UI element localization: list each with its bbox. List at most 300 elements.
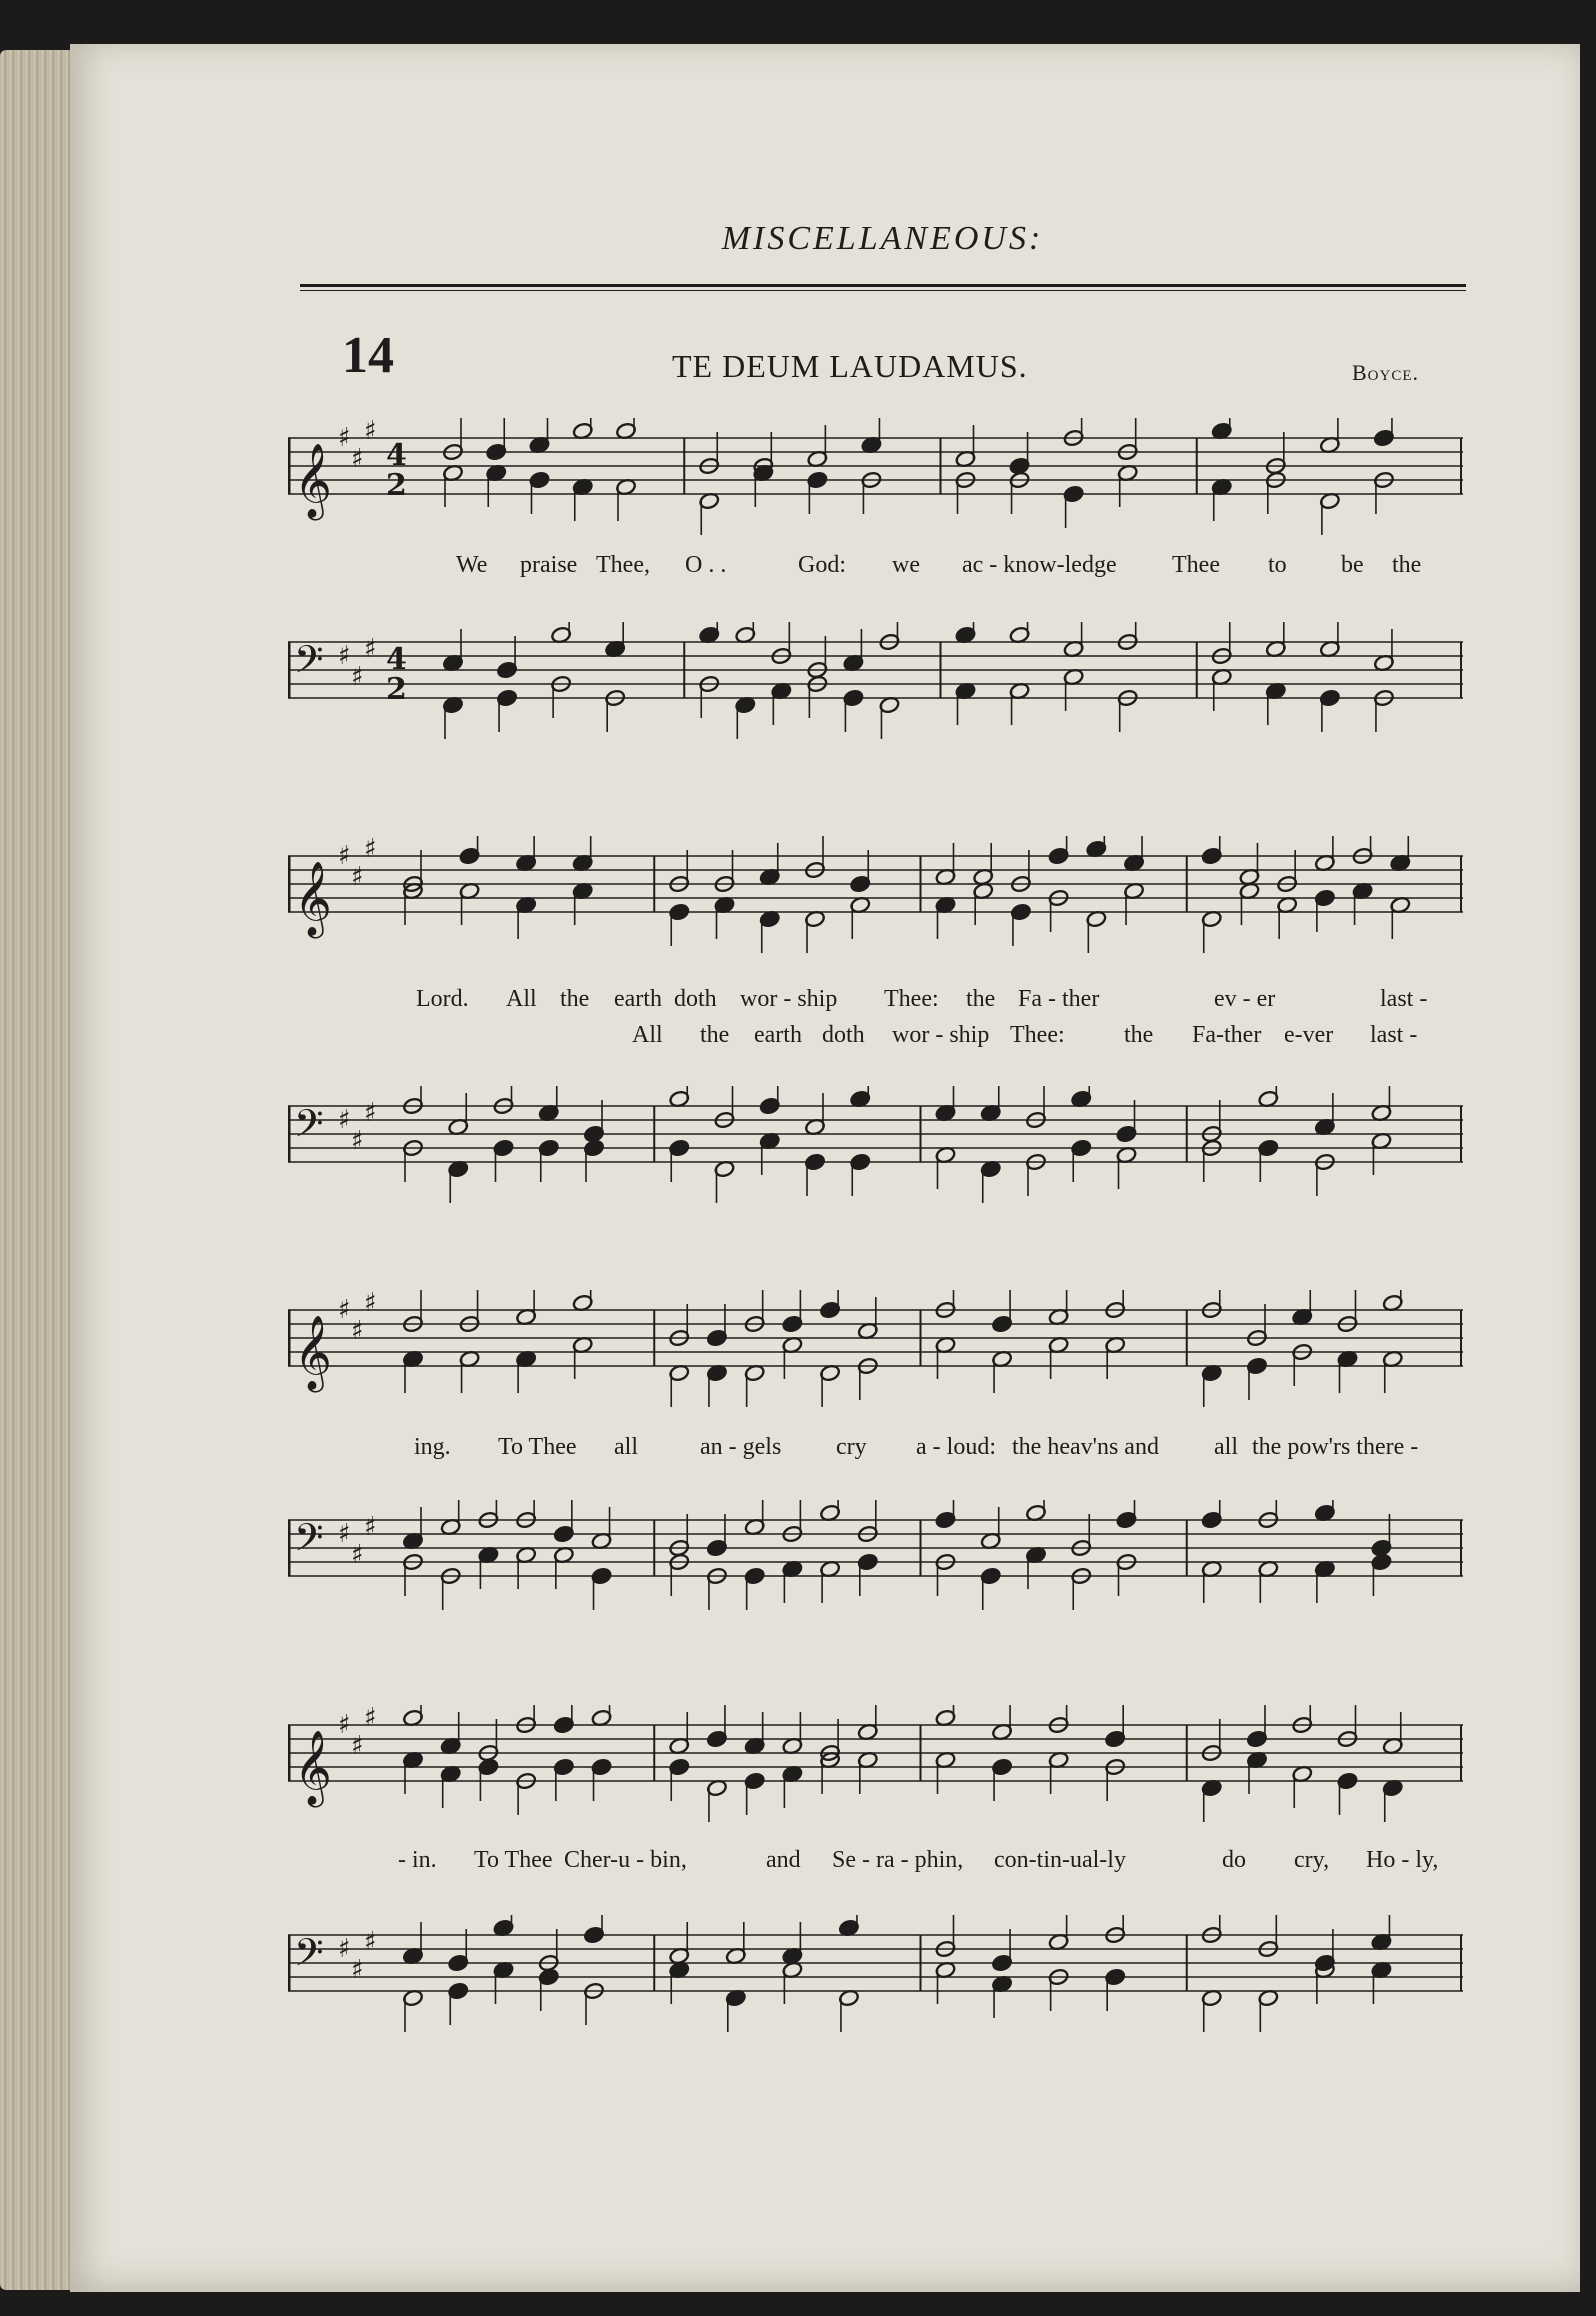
note-head: [1048, 1290, 1069, 1326]
note-head: [935, 1705, 956, 1727]
note-head: [459, 1290, 480, 1333]
note-head: [486, 464, 507, 507]
note-head: [857, 1705, 878, 1741]
note-head: [459, 1350, 480, 1393]
note-head: [955, 682, 976, 725]
book-page-edges: [0, 50, 80, 2290]
note-head: [1048, 836, 1069, 865]
note-head: [1373, 471, 1394, 514]
note-head: [515, 1290, 536, 1326]
note-head: [1390, 836, 1411, 872]
sharp-icon: ♯: [338, 1105, 351, 1135]
treble-staff: [288, 418, 1463, 518]
note-head: [714, 896, 735, 939]
sharp-icon: ♯: [364, 1927, 377, 1957]
note-head: [1086, 910, 1107, 953]
note-head: [955, 471, 976, 514]
note-head: [1117, 689, 1138, 732]
treble-clef-icon: 𝄞: [294, 862, 332, 936]
note-head: [850, 1086, 871, 1108]
note-head: [782, 1961, 803, 2004]
page-header: MISCELLANEOUS:: [721, 220, 1044, 257]
sharp-icon: ♯: [351, 444, 364, 474]
staff-lines: [288, 1086, 1463, 1226]
note-head: [850, 1153, 871, 1196]
note-head: [1201, 1290, 1222, 1319]
sharp-icon: ♯: [351, 1955, 364, 1985]
note-head: [529, 418, 550, 454]
note-head: [1239, 843, 1260, 886]
note-head: [1314, 1153, 1335, 1196]
note-head: [980, 1160, 1001, 1203]
staff-lines: [288, 1500, 1463, 1640]
note-head: [1025, 1500, 1046, 1522]
sharp-icon: ♯: [338, 423, 351, 453]
note-head: [1117, 418, 1138, 461]
note-head: [402, 1350, 423, 1393]
sharp-icon: ♯: [338, 641, 351, 671]
note-head: [583, 1139, 604, 1182]
sharp-icon: ♯: [338, 1295, 351, 1325]
note-head: [402, 1139, 423, 1182]
note-head: [1314, 1093, 1335, 1136]
note-head: [440, 1567, 461, 1610]
note-head: [1390, 896, 1411, 939]
note-head: [1258, 1086, 1279, 1108]
note-head: [1314, 1500, 1335, 1522]
note-head: [478, 1500, 499, 1529]
note-head: [1292, 1705, 1313, 1734]
sharp-icon: ♯: [338, 1934, 351, 1964]
note-head: [1116, 1500, 1137, 1529]
staff-lines: [288, 1705, 1463, 1845]
note-head: [515, 1772, 536, 1815]
note-head: [980, 1086, 1001, 1122]
note-head: [448, 1982, 469, 2025]
note-head: [973, 882, 994, 925]
sharp-icon: ♯: [364, 1705, 377, 1733]
time-signature-bottom: 2: [386, 468, 407, 503]
note-head: [515, 1500, 536, 1529]
sharp-icon: ♯: [364, 1512, 377, 1542]
note-head: [955, 425, 976, 468]
note-head: [605, 622, 626, 658]
note-head: [1025, 1546, 1046, 1589]
treble-staff: [288, 836, 1463, 936]
note-head: [1337, 1290, 1358, 1333]
bass-clef-icon: 𝄢: [294, 1101, 324, 1155]
note-head: [1117, 622, 1138, 651]
note-head: [615, 418, 636, 440]
note-head: [1276, 896, 1297, 939]
note-head: [1292, 1290, 1313, 1326]
note-head: [935, 1500, 956, 1529]
note-head: [759, 1132, 780, 1175]
note-head: [1063, 668, 1084, 711]
note-head: [402, 1922, 423, 1965]
bass-staff: [288, 1500, 1463, 1600]
note-head: [459, 836, 480, 865]
note-head: [699, 675, 720, 718]
note-head: [1265, 682, 1286, 725]
note-head: [591, 1758, 612, 1801]
note-head: [935, 1086, 956, 1122]
note-head: [478, 1758, 499, 1801]
sharp-icon: ♯: [351, 862, 364, 892]
note-head: [1071, 1139, 1092, 1182]
note-head: [591, 1567, 612, 1610]
note-head: [744, 1772, 765, 1815]
note-head: [572, 1336, 593, 1379]
note-head: [1337, 1350, 1358, 1393]
note-head: [980, 1507, 1001, 1550]
note-head: [819, 1364, 840, 1407]
note-head: [804, 1093, 825, 1136]
sharp-icon: ♯: [364, 1290, 377, 1318]
note-head: [1319, 418, 1340, 454]
staff-lines: [288, 1915, 1463, 2055]
treble-staff: [288, 1290, 1463, 1390]
note-head: [1048, 1705, 1069, 1734]
note-head: [857, 1500, 878, 1543]
note-head: [1265, 471, 1286, 514]
note-head: [991, 1975, 1012, 2018]
note-head: [572, 478, 593, 521]
sharp-icon: ♯: [364, 836, 377, 864]
lyric-line: ing. To Thee all an - gels cry a - loud: the heav'ns and all the pow'rs there -: [414, 1434, 1419, 1460]
note-head: [725, 1989, 746, 2032]
note-head: [991, 1758, 1012, 1801]
note-head: [1105, 1336, 1126, 1379]
note-head: [550, 622, 571, 644]
note-head: [744, 1364, 765, 1407]
note-head: [515, 836, 536, 872]
note-head: [1048, 1968, 1069, 2011]
note-head: [1371, 1132, 1392, 1175]
note-head: [1009, 471, 1030, 514]
note-head: [714, 1086, 735, 1129]
note-head: [583, 1915, 604, 1944]
note-head: [442, 464, 463, 507]
note-head: [1319, 689, 1340, 732]
note-head: [804, 836, 825, 879]
note-head: [782, 1560, 803, 1603]
treble-clef-icon: 𝄞: [294, 1731, 332, 1805]
note-head: [1382, 1712, 1403, 1755]
note-head: [973, 843, 994, 886]
note-head: [991, 1290, 1012, 1333]
note-head: [486, 418, 507, 461]
note-head: [935, 1336, 956, 1379]
note-head: [955, 622, 976, 644]
note-head: [935, 843, 956, 886]
bass-staff: [288, 1915, 1463, 2015]
note-head: [706, 1567, 727, 1610]
note-head: [1009, 622, 1030, 644]
bass-staff: [288, 622, 1463, 722]
note-head: [771, 682, 792, 725]
note-head: [605, 689, 626, 732]
note-head: [1105, 1290, 1126, 1319]
note-head: [440, 1500, 461, 1536]
note-head: [1258, 1560, 1279, 1603]
note-head: [725, 1922, 746, 1965]
note-head: [669, 1364, 690, 1407]
note-head: [1211, 622, 1232, 665]
note-head: [615, 478, 636, 521]
note-head: [1048, 1336, 1069, 1379]
note-head: [1201, 1989, 1222, 2032]
note-head: [538, 1968, 559, 2011]
composer-name: Boyce.: [1352, 360, 1420, 385]
note-head: [1352, 882, 1373, 925]
note-head: [744, 1712, 765, 1755]
note-head: [1048, 889, 1069, 932]
note-head: [1319, 622, 1340, 658]
note-head: [935, 896, 956, 939]
time-signature-top: 4: [386, 642, 407, 677]
note-head: [1246, 1705, 1267, 1748]
note-head: [935, 1961, 956, 2004]
sharp-icon: ♯: [351, 1316, 364, 1346]
note-head: [402, 1751, 423, 1794]
note-head: [669, 1139, 690, 1182]
note-head: [402, 1553, 423, 1596]
note-head: [1258, 1139, 1279, 1182]
note-head: [442, 696, 463, 739]
note-head: [807, 675, 828, 718]
sharp-icon: ♯: [338, 1710, 351, 1740]
note-head: [1337, 1772, 1358, 1815]
note-head: [1337, 1705, 1358, 1748]
note-head: [1258, 1989, 1279, 2032]
note-head: [1201, 1915, 1222, 1944]
note-head: [1105, 1758, 1126, 1801]
note-head: [515, 1546, 536, 1589]
note-head: [1373, 418, 1394, 447]
note-head: [1371, 1086, 1392, 1122]
note-head: [699, 492, 720, 535]
note-head: [459, 882, 480, 925]
note-head: [515, 1350, 536, 1393]
note-head: [442, 629, 463, 672]
note-head: [402, 1705, 423, 1727]
note-head: [402, 1290, 423, 1333]
note-head: [1116, 1553, 1137, 1596]
note-head: [669, 1922, 690, 1965]
note-head: [1117, 464, 1138, 507]
note-head: [669, 1086, 690, 1108]
note-head: [1246, 1357, 1267, 1400]
note-head: [838, 1915, 859, 1937]
note-head: [735, 622, 756, 644]
note-head: [735, 696, 756, 739]
bass-clef-icon: 𝄢: [294, 1515, 324, 1569]
note-head: [478, 1546, 499, 1589]
hymn-number: 14: [342, 327, 394, 384]
note-head: [1048, 1751, 1069, 1794]
note-head: [493, 1086, 514, 1115]
lyric-line: Lord. All the earth doth wor - ship Thee: the Fa - ther ev - er last -: [416, 986, 1428, 1012]
note-head: [1071, 1567, 1092, 1610]
note-head: [402, 1507, 423, 1550]
note-head: [759, 910, 780, 953]
note-head: [538, 1139, 559, 1182]
note-head: [1063, 418, 1084, 447]
note-head: [1201, 1364, 1222, 1407]
staff-lines: [288, 622, 1463, 762]
note-head: [753, 464, 774, 507]
note-head: [771, 622, 792, 665]
note-head: [857, 1751, 878, 1794]
note-head: [572, 882, 593, 925]
note-head: [1201, 910, 1222, 953]
note-head: [935, 1915, 956, 1958]
note-head: [807, 425, 828, 468]
note-head: [1025, 1086, 1046, 1129]
note-head: [1123, 836, 1144, 872]
lyric-line: - in. To Thee Cher-u - bin, and Se - ra - phin, con-tin-ual-ly do cry, Ho - ly,: [398, 1847, 1439, 1873]
hymn-title: TE DEUM LAUDAMUS.: [672, 348, 1028, 384]
note-head: [935, 1290, 956, 1319]
note-head: [935, 1553, 956, 1596]
note-head: [1373, 689, 1394, 732]
note-head: [493, 1139, 514, 1182]
bass-staff: [288, 1086, 1463, 1186]
note-head: [553, 1758, 574, 1801]
header-rule: [300, 284, 1466, 287]
note-head: [838, 1989, 859, 2032]
note-head: [1258, 1500, 1279, 1529]
note-head: [744, 1500, 765, 1536]
note-head: [706, 1779, 727, 1822]
note-head: [1105, 1705, 1126, 1748]
note-head: [402, 882, 423, 925]
note-head: [1116, 1146, 1137, 1189]
note-head: [782, 1336, 803, 1379]
note-head: [782, 1500, 803, 1543]
note-head: [706, 1364, 727, 1407]
note-head: [448, 1160, 469, 1203]
note-head: [699, 622, 720, 644]
header-rule-thin: [300, 290, 1466, 291]
note-head: [1071, 1086, 1092, 1108]
staff-lines: [288, 1290, 1463, 1430]
note-head: [1211, 668, 1232, 711]
note-head: [1314, 1560, 1335, 1603]
note-head: [804, 910, 825, 953]
note-head: [991, 1705, 1012, 1741]
note-head: [744, 1290, 765, 1333]
note-head: [669, 1712, 690, 1755]
lyric-line: We praise Thee, O . . God: we ac - know-ledge Thee to be the: [456, 552, 1422, 578]
note-head: [782, 1712, 803, 1755]
treble-clef-icon: 𝄞: [294, 444, 332, 518]
note-head: [529, 471, 550, 514]
note-head: [935, 1146, 956, 1189]
note-head: [744, 1567, 765, 1610]
note-head: [1246, 1751, 1267, 1794]
note-head: [440, 1712, 461, 1755]
note-head: [1123, 882, 1144, 925]
note-head: [1009, 682, 1030, 725]
note-head: [991, 1350, 1012, 1393]
note-head: [515, 896, 536, 939]
note-head: [572, 836, 593, 872]
note-head: [572, 418, 593, 440]
note-head: [819, 1560, 840, 1603]
note-head: [496, 689, 517, 732]
note-head: [669, 903, 690, 946]
note-head: [879, 622, 900, 651]
note-head: [782, 1290, 803, 1333]
note-head: [1292, 1343, 1313, 1386]
note-head: [591, 1507, 612, 1550]
note-head: [1319, 492, 1340, 535]
note-head: [759, 1086, 780, 1115]
note-head: [402, 1989, 423, 2032]
note-head: [1086, 836, 1107, 858]
note-head: [669, 1961, 690, 2004]
note-head: [1025, 1153, 1046, 1196]
note-head: [1352, 836, 1373, 865]
note-head: [442, 418, 463, 461]
note-head: [857, 1553, 878, 1596]
note-head: [1105, 1915, 1126, 1944]
note-head: [669, 1553, 690, 1596]
treble-clef-icon: 𝄞: [294, 1316, 332, 1390]
note-head: [935, 1751, 956, 1794]
note-head: [1063, 485, 1084, 528]
note-head: [861, 471, 882, 514]
time-signature-bottom: 2: [386, 672, 407, 707]
note-head: [857, 1297, 878, 1340]
note-head: [1239, 882, 1260, 925]
note-head: [1105, 1968, 1126, 2011]
note-head: [782, 1922, 803, 1965]
note-head: [493, 1915, 514, 1937]
note-head: [553, 1500, 574, 1543]
note-head: [1063, 622, 1084, 658]
note-head: [1258, 1915, 1279, 1958]
sharp-icon: ♯: [351, 662, 364, 692]
note-head: [440, 1765, 461, 1808]
staff-lines: [288, 418, 1463, 558]
note-head: [1314, 889, 1335, 932]
note-head: [1314, 836, 1335, 872]
sharp-icon: ♯: [338, 841, 351, 871]
note-head: [538, 1086, 559, 1122]
sharp-icon: ♯: [351, 1540, 364, 1570]
bass-clef-icon: 𝄢: [294, 1930, 324, 1984]
note-head: [759, 843, 780, 886]
lyric-line-alt: All the earth doth wor - ship Thee: the Fa-ther e-ver last -: [632, 1022, 1418, 1048]
note-head: [980, 1567, 1001, 1610]
note-head: [1265, 622, 1286, 658]
note-head: [1010, 903, 1031, 946]
note-head: [1371, 1915, 1392, 1951]
note-head: [1201, 1139, 1222, 1182]
note-head: [493, 1961, 514, 2004]
note-head: [1048, 1915, 1069, 1951]
time-signature-top: 4: [386, 438, 407, 473]
note-head: [850, 896, 871, 939]
note-head: [515, 1705, 536, 1734]
note-head: [553, 1705, 574, 1734]
note-head: [857, 1357, 878, 1400]
sharp-icon: ♯: [364, 1098, 377, 1128]
note-head: [1373, 629, 1394, 672]
